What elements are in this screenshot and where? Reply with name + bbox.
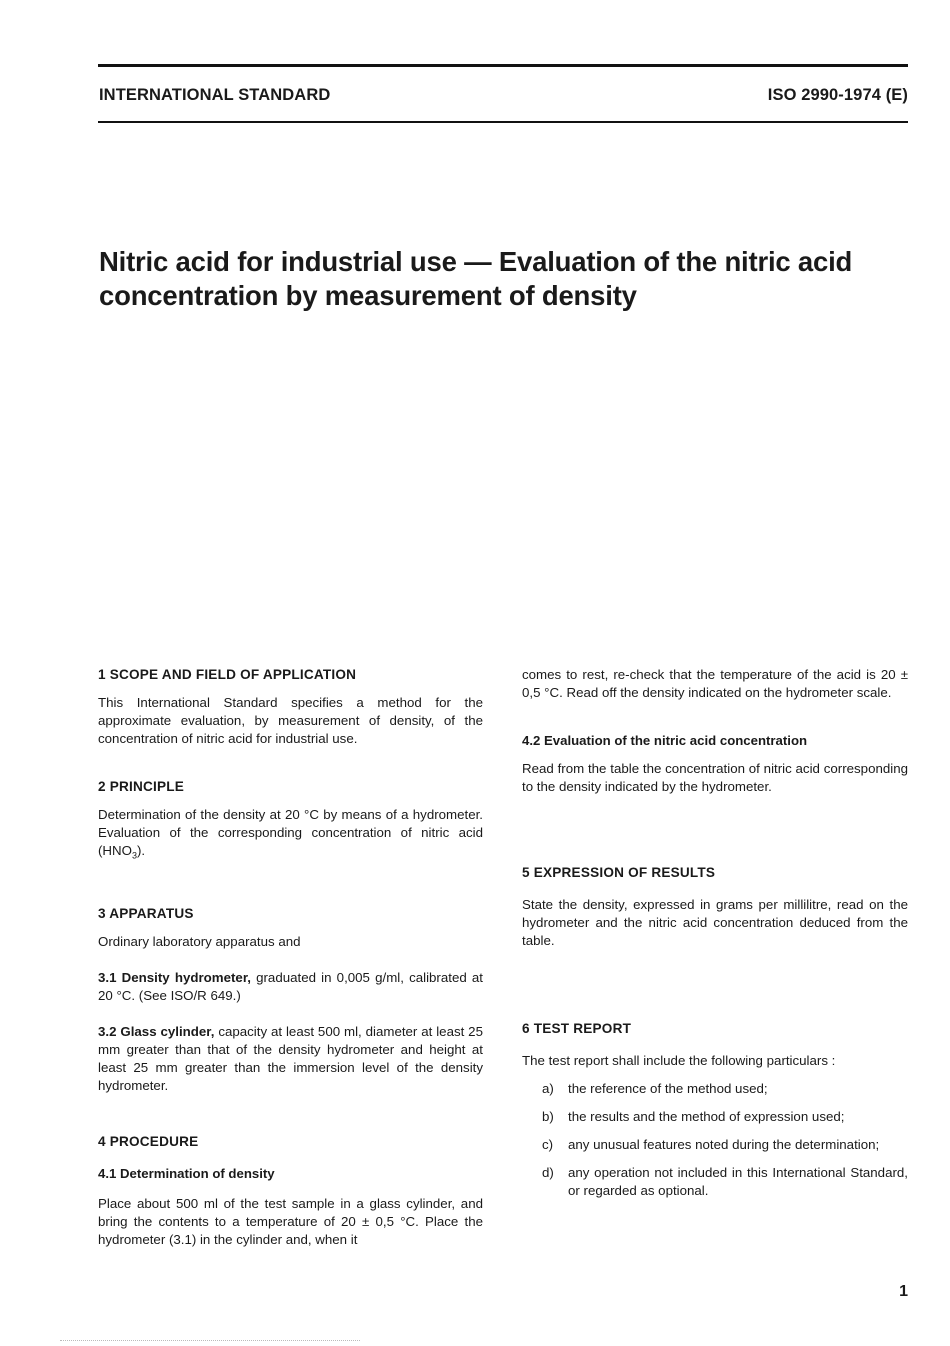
section-6-heading: 6 TEST REPORT — [522, 1021, 632, 1036]
list-marker: c) — [542, 1137, 554, 1152]
section-4-1-text: Place about 500 ml of the test sample in a glass cylinder, and bring the contents to a temperature of 20 ± 0,5 °C. Place the hydrometer (3.1) in the cylinder and, when it — [98, 1195, 483, 1247]
section-3-intro: Ordinary laboratory apparatus and — [98, 933, 301, 949]
item-3-1-text: graduated in 0,005 g/ml, calibrated at 20 °C. (See ISO/R 649.) — [98, 969, 483, 1003]
section-1-text: This International Standard specifies a method for the approximate evaluation, by measurement of density, of the concentration of nitric acid for industrial use. — [98, 695, 483, 746]
list-text: any unusual features noted during the determination; — [568, 1137, 880, 1152]
section-2-subscript: 3 — [131, 850, 137, 861]
top-rule — [98, 64, 908, 67]
page-number: 1 — [899, 1283, 908, 1300]
scan-artifact-line — [60, 1340, 360, 1341]
left-column — [98, 666, 483, 1249]
list-text: the results and the method of expression used; — [568, 1109, 845, 1124]
section-3-heading: 3 APPARATUS — [98, 905, 194, 921]
header-rule — [98, 121, 908, 123]
item-3-2-text: capacity at least 500 ml, diameter at least 25 mm greater than that of the density hydrometer and height at least 25 mm greater than the immersion level of the density hydrometer. — [98, 1023, 483, 1093]
section-4-heading: 4 PROCEDURE — [98, 1133, 199, 1149]
section-4-1-heading: 4.1 Determination of density — [98, 1165, 275, 1181]
right-column — [522, 666, 908, 1200]
section-4-2-text: Read from the table the concentration of nitric acid corresponding to the density indicated by the hydrometer. — [522, 761, 908, 794]
list-marker: d) — [542, 1165, 554, 1180]
list-item — [542, 1108, 908, 1126]
title-line-2: concentration by measurement of density — [99, 280, 637, 311]
list-item — [542, 1136, 908, 1154]
list-item — [542, 1080, 908, 1098]
section-2-heading: 2 PRINCIPLE — [98, 779, 185, 794]
section-5-text: State the density, expressed in grams per millilitre, read on the hydrometer and the nitric acid concentration deduced from the table. — [522, 897, 908, 948]
document-title — [99, 245, 919, 313]
title-line-1: Nitric acid for industrial use — Evaluation of the nitric acid — [99, 246, 853, 277]
section-4-1-continued: comes to rest, re-check that the temperature of the acid is 20 ± 0,5 °C. Read off the density indicated on the hydrometer scale. — [522, 667, 908, 700]
section-5-heading: 5 EXPRESSION OF RESULTS — [522, 865, 716, 880]
list-marker: b) — [542, 1109, 554, 1124]
header-standard-number: ISO 2990-1974 (E) — [767, 86, 908, 104]
section-2-text-b: ). — [137, 843, 146, 858]
section-2-text-a: Determination of the density at 20 °C by means of a hydrometer. Evaluation of the corresponding concentration of nitric acid (HNO — [98, 807, 483, 858]
list-text: the reference of the method used; — [568, 1081, 768, 1096]
section-4-2-heading: 4.2 Evaluation of the nitric acid concentration — [522, 733, 808, 748]
item-3-1-label: 3.1 Density hydrometer, — [98, 969, 251, 985]
item-3-2-label: 3.2 Glass cylinder, — [98, 1023, 215, 1039]
section-2-text — [98, 806, 483, 865]
list-text: any operation not included in this International Standard, or regarded as optional. — [568, 1165, 908, 1198]
list-marker: a) — [542, 1081, 554, 1096]
header-standard-type: INTERNATIONAL STANDARD — [99, 86, 331, 104]
item-3-1 — [98, 969, 483, 1005]
section-1-heading: 1 SCOPE AND FIELD OF APPLICATION — [98, 667, 357, 682]
section-6-intro: The test report shall include the following particulars : — [522, 1053, 836, 1068]
list-item — [542, 1164, 908, 1200]
item-3-2 — [98, 1023, 483, 1095]
